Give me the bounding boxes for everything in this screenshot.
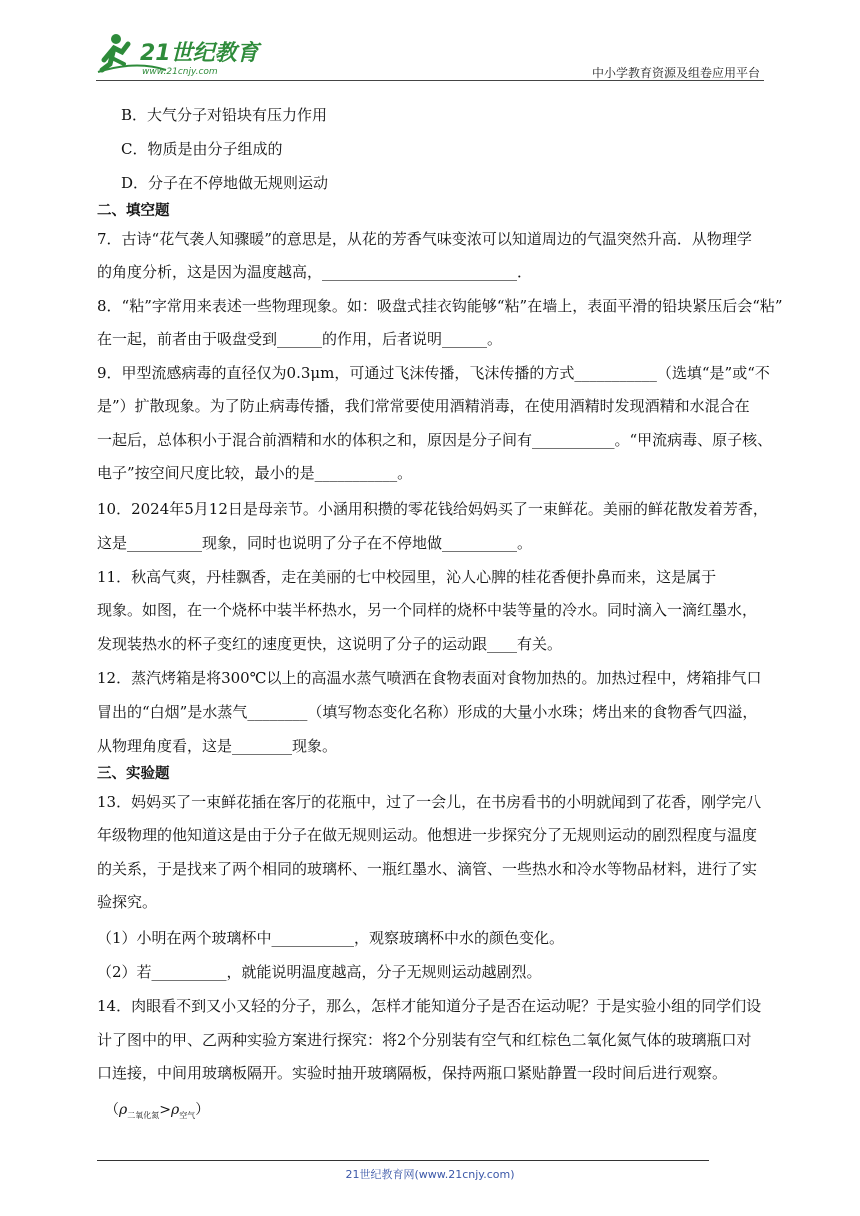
section-heading-experiment: 三、实验题 [97, 766, 170, 782]
question-13-part-2: （2）若__________，就能说明温度越高，分子无规则运动越剧烈。 [97, 963, 542, 981]
question-13-line-1: 13．妈妈买了一束鲜花插在客厅的花瓶中，过了一会儿，在书房看书的小明就闻到了花香，刚学完八 [97, 793, 762, 811]
formula-subscript-no2: 二氧化氮 [127, 1110, 160, 1120]
footer-text: 21世纪教育网(www.21cnjy.com) [345, 1168, 515, 1181]
question-12-line-3: 从物理角度看，这是________现象。 [97, 737, 338, 755]
question-13-line-4: 验探究。 [97, 893, 158, 911]
page-header [96, 30, 764, 82]
question-14-line-2: 计了图中的甲、乙两种实验方案进行探究：将2个分别装有空气和红棕色二氧化氮气体的玻璃瓶口对 [97, 1031, 752, 1049]
question-12-line-2: 冒出的“白烟”是水蒸气________（填写物态变化名称）形成的大量小水珠；烤出来的食物香气四溢， [97, 703, 758, 721]
formula-subscript-air: 空气 [179, 1110, 196, 1120]
question-13-line-3: 的关系，于是找来了两个相同的玻璃杯、一瓶红墨水、滴管、一些热水和冷水等物品材料，进行了实 [97, 860, 758, 878]
question-7-line-2: 的角度分析，这是因为温度越高，__________________________． [97, 263, 533, 281]
rho-symbol: ρ [119, 1102, 128, 1118]
question-11-line-2: 现象。如图，在一个烧杯中装半杯热水，另一个同样的烧杯中装等量的冷水。同时滴入一滴红墨水， [97, 601, 758, 619]
question-11-line-3: 发现装热水的杯子变红的速度更快，这说明了分子的运动跟____有关。 [97, 635, 563, 653]
question-9-line-1: 9．甲型流感病毒的直径仅为0.3μm，可通过飞沫传播，飞沫传播的方式___________（选填“是”或“不 [97, 364, 770, 382]
question-8-line-1: 8．“粘”字常用来表述一些物理现象。如：吸盘式挂衣钩能够“粘”在墙上，表面平滑的铅块紧压后会“粘” [97, 297, 783, 315]
option-d: D．分子在不停地做无规则运动 [121, 174, 329, 192]
question-8-line-2: 在一起，前者由于吸盘受到______的作用，后者说明______。 [97, 330, 503, 348]
question-14-line-1: 14．肉眼看不到又小又轻的分子，那么，怎样才能知道分子是否在运动呢？于是实验小组的同学们设 [97, 997, 762, 1015]
question-9-line-4: 电子”按空间尺度比较，最小的是___________。 [97, 464, 413, 482]
question-12-line-1: 12．蒸汽烤箱是将300℃以上的高温水蒸气喷洒在食物表面对食物加热的。加热过程中，烤箱排气口 [97, 669, 762, 687]
question-14-line-3: 口连接，中间用玻璃板隔开。实验时抽开玻璃隔板，保持两瓶口紧贴静置一段时间后进行观察。 [97, 1064, 728, 1082]
question-13-part-1: （1）小明在两个玻璃杯中___________，观察玻璃杯中水的颜色变化。 [97, 929, 565, 947]
greater-than-sign: > [159, 1102, 171, 1118]
density-formula [105, 1100, 209, 1126]
question-10-line-1: 10．2024年5月12日是母亲节。小涵用积攒的零花钱给妈妈买了一束鲜花。美丽的鲜花散发着芳香， [97, 500, 768, 518]
question-10-line-2: 这是__________现象，同时也说明了分子在不停地做__________。 [97, 534, 533, 552]
question-9-line-2: 是”）扩散现象。为了防止病毒传播，我们常常要使用酒精消毒，在使用酒精时发现酒精和水混合在 [97, 397, 750, 415]
rho-symbol: ρ [170, 1102, 180, 1118]
formula-close-paren: ） [195, 1102, 210, 1118]
platform-name: 中小学教育资源及组卷应用平台 [591, 66, 760, 80]
footer-divider [97, 1160, 709, 1161]
option-b: B．大气分子对铅块有压力作用 [121, 106, 328, 124]
formula-open-paren: （ [105, 1102, 119, 1118]
question-13-line-2: 年级物理的他知道这是由于分子在做无规则运动。他想进一步探究分了无规则运动的剧烈程度与温度 [97, 826, 758, 844]
logo [96, 30, 266, 78]
question-7-line-1: 7．古诗“花气袭人知骤暖”的意思是，从花的芳香气味变浓可以知道周边的气温突然升高．从物理学 [97, 230, 752, 248]
section-heading-fill-in: 二、填空题 [97, 203, 170, 219]
header-divider [96, 80, 764, 81]
logo-url: www.21cnjy.com [142, 67, 218, 77]
logo-text: 21世纪教育 [140, 41, 259, 66]
question-11-line-1: 11．秋高气爽，丹桂飘香，走在美丽的七中校园里，沁人心脾的桂花香便扑鼻而来，这是属于 [97, 568, 717, 586]
option-c: C．物质是由分子组成的 [121, 140, 283, 158]
question-9-line-3: 一起后，总体积小于混合前酒精和水的体积之和，原因是分子间有___________。“甲流病毒、原子核、 [97, 431, 773, 449]
